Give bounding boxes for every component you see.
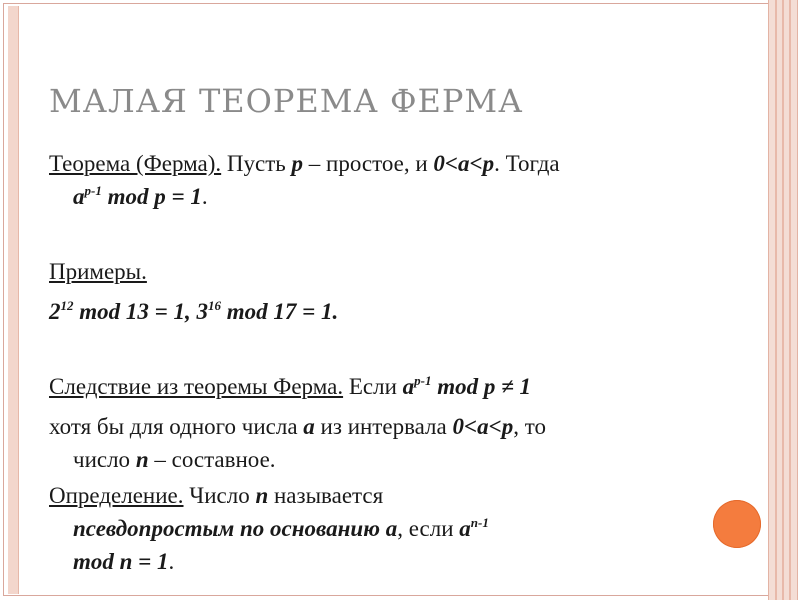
text: Если xyxy=(343,374,403,399)
formula xyxy=(459,516,489,541)
text: называется xyxy=(268,483,384,508)
left-decor-strip xyxy=(8,6,19,594)
formula-expr: mod p = 1 xyxy=(101,184,202,209)
corollary-label: Следствие из теоремы Ферма. xyxy=(49,374,344,399)
right-decor-bar xyxy=(768,0,798,600)
exponent: 16 xyxy=(208,298,221,313)
corollary-line-1 xyxy=(49,373,531,401)
text: – составное. xyxy=(148,447,276,472)
text: из интервала xyxy=(314,414,453,439)
text: . Тогда xyxy=(494,151,560,176)
formula-expr: mod n = 1 xyxy=(73,549,169,574)
var-n: n xyxy=(135,447,149,472)
corollary-line-2 xyxy=(49,413,546,441)
var-a: a xyxy=(459,516,471,541)
definition-label: Определение. xyxy=(49,483,184,508)
corollary-line-3 xyxy=(73,446,276,474)
text: . xyxy=(201,184,208,209)
var-n: n xyxy=(255,483,269,508)
text: . xyxy=(168,549,175,574)
formula-expr: mod p ≠ 1 xyxy=(431,374,531,399)
formula xyxy=(403,374,531,399)
exponent: p-1 xyxy=(414,373,432,388)
text: хотя бы для одного числа xyxy=(49,414,304,439)
formula xyxy=(73,184,202,209)
exponent: 12 xyxy=(60,298,74,313)
formula-expr: mod 13 = 1, 3 xyxy=(73,299,208,324)
definition-line-3 xyxy=(73,548,174,576)
var-a: a xyxy=(303,414,315,439)
var-a: a xyxy=(402,374,415,399)
text: Число xyxy=(183,483,256,508)
text: число xyxy=(73,447,136,472)
formula-expr: mod 17 = 1. xyxy=(221,299,339,324)
theorem-line-2 xyxy=(73,183,208,211)
text: – простое, и xyxy=(303,151,434,176)
decor-stripe xyxy=(789,0,791,600)
text: Пусть xyxy=(221,151,292,176)
exponent: n-1 xyxy=(470,515,489,530)
theorem-line-1 xyxy=(49,150,560,178)
cond-part: 0< xyxy=(433,151,459,176)
examples-formula-line xyxy=(49,298,338,326)
text: , если xyxy=(397,516,460,541)
exponent: p-1 xyxy=(84,183,102,198)
var-a: a xyxy=(458,151,470,176)
theorem-label: Теорема (Ферма). xyxy=(49,151,222,176)
decor-stripe xyxy=(775,0,777,600)
defined-term: псевдопростым по основанию a xyxy=(73,516,398,541)
condition: 0<a<p xyxy=(452,414,514,439)
base: 2 xyxy=(49,299,61,324)
examples-label: Примеры. xyxy=(49,259,147,284)
var-p: p xyxy=(291,151,304,176)
text: , то xyxy=(513,414,546,439)
slide-title: МАЛАЯ ТЕОРЕМА ФЕРМА xyxy=(49,82,524,120)
examples-label-line xyxy=(49,258,147,286)
decorative-orange-circle xyxy=(713,500,761,548)
decor-stripe xyxy=(782,0,784,600)
condition xyxy=(433,151,494,176)
definition-line-2 xyxy=(73,515,489,543)
cond-part: <p xyxy=(469,151,495,176)
definition-line-1 xyxy=(49,482,383,510)
var-a: a xyxy=(73,184,85,209)
